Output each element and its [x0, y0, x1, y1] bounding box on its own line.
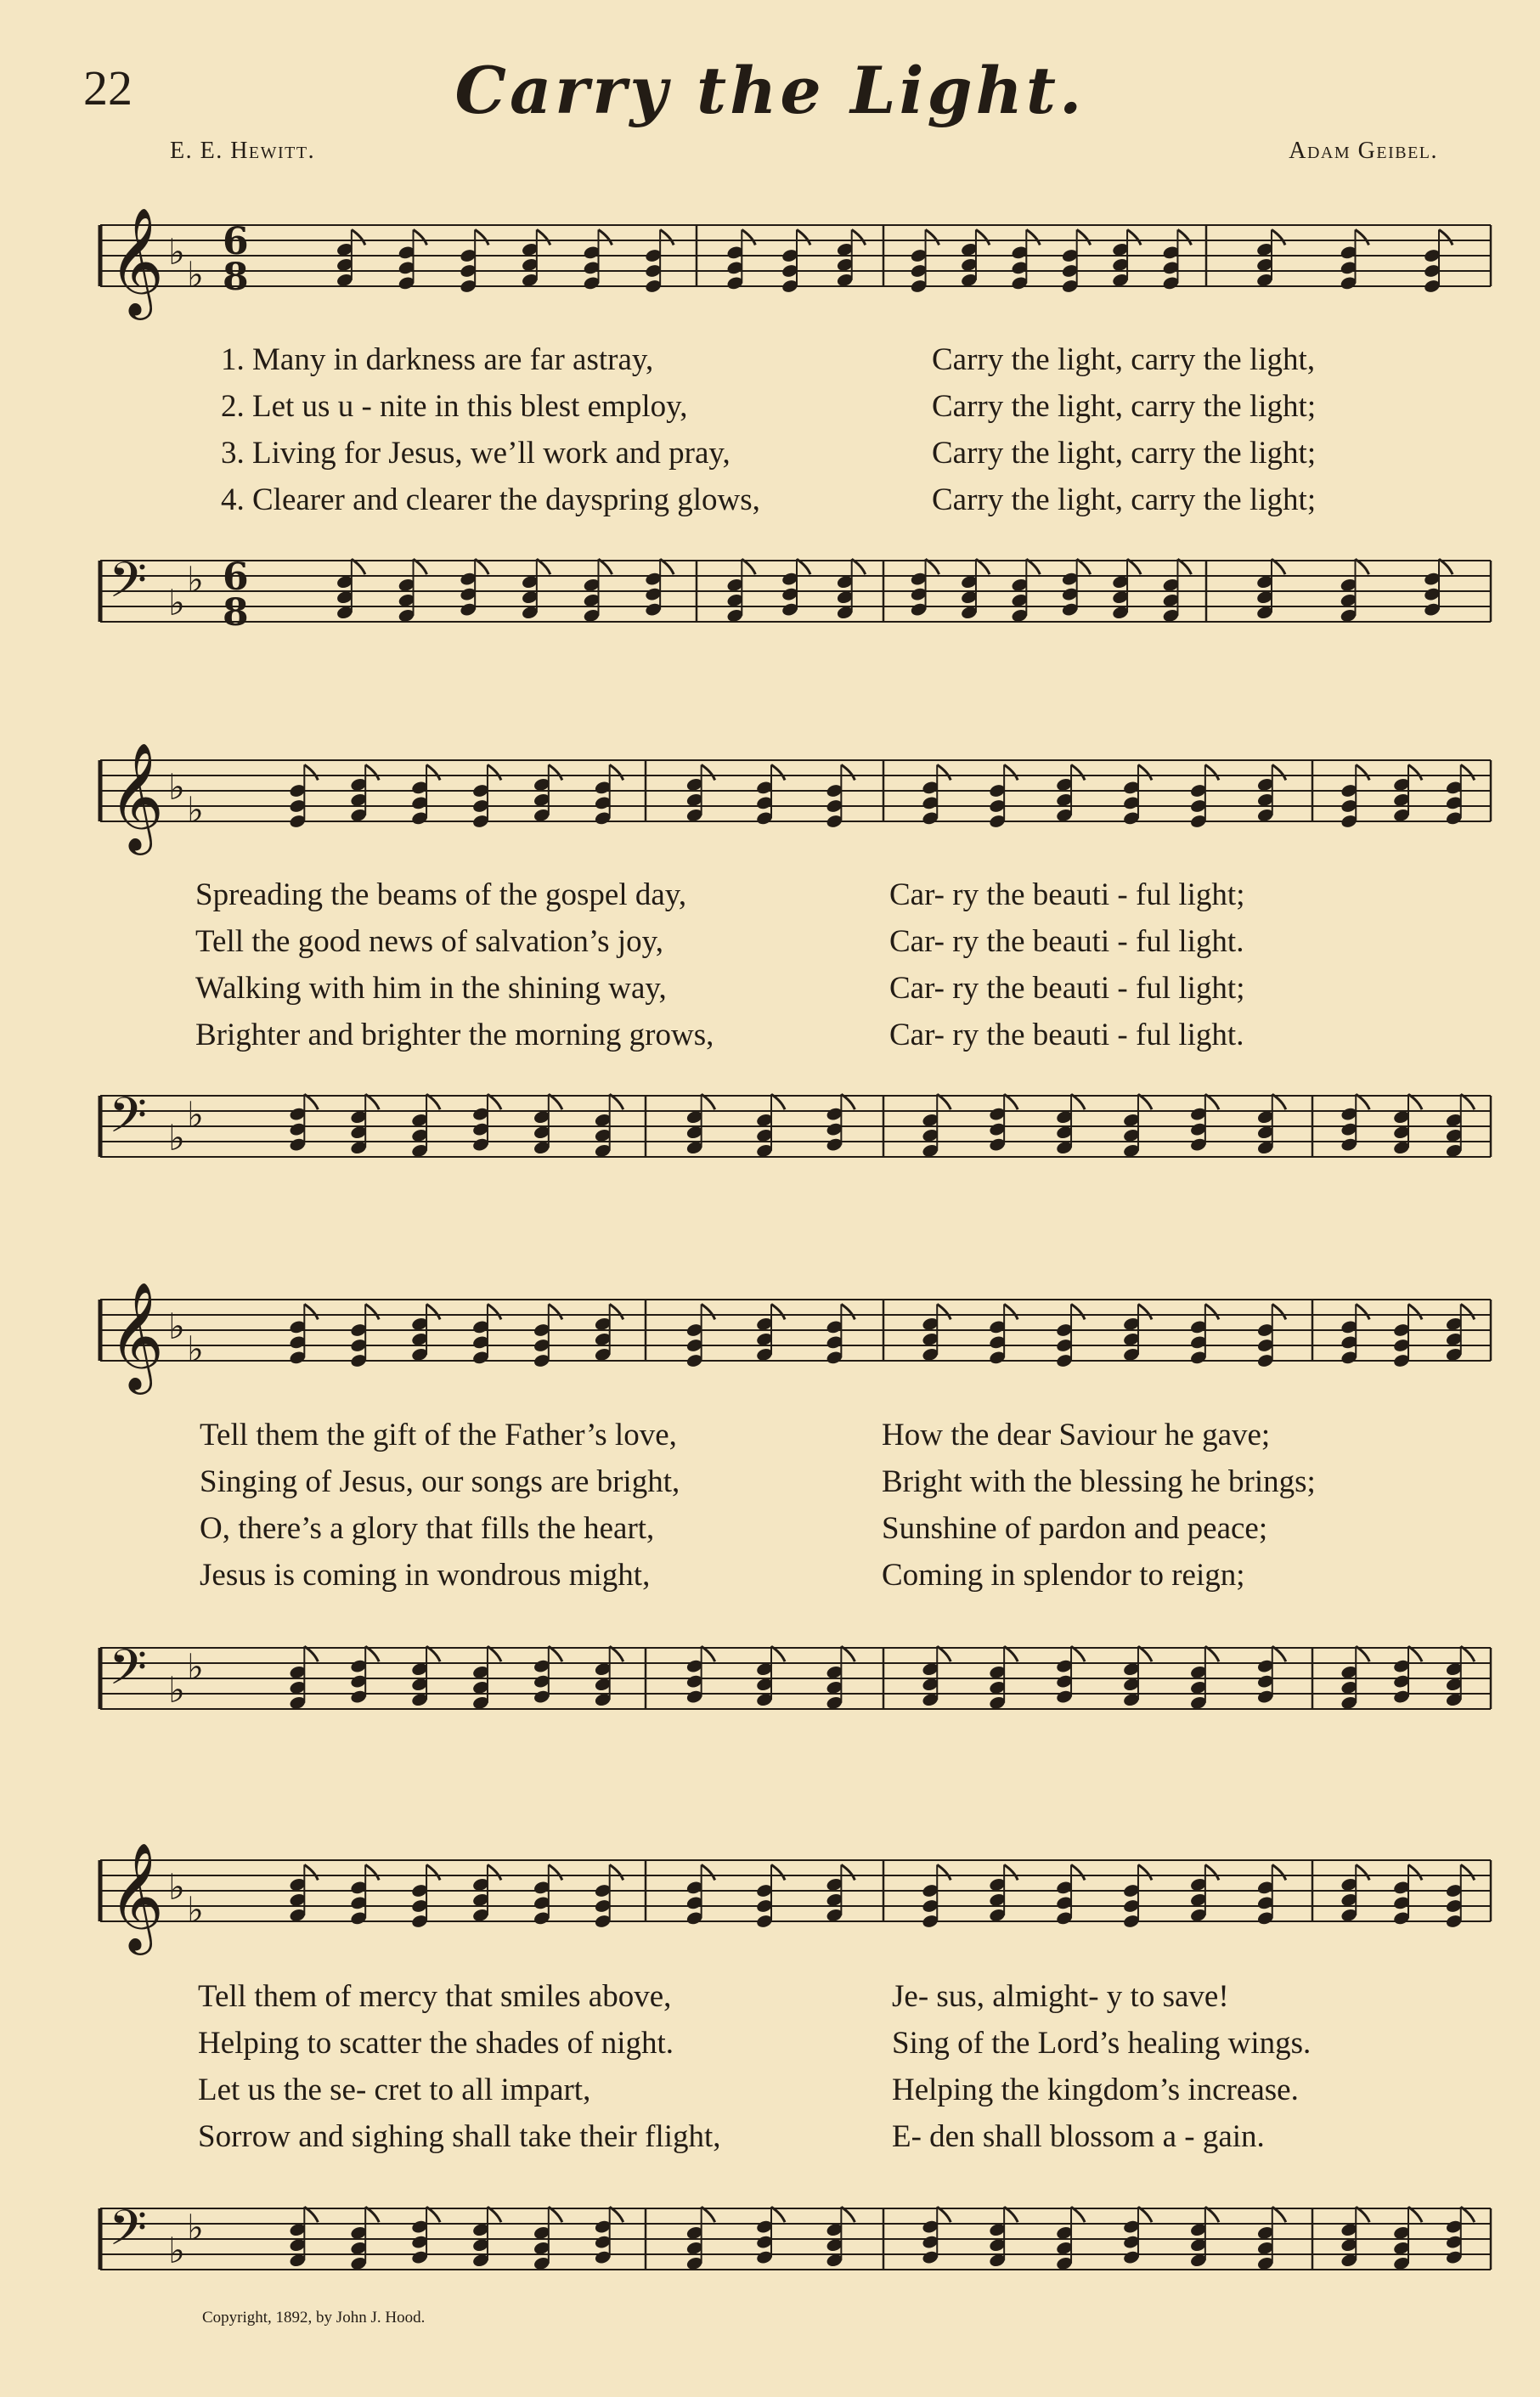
lyric-line: Walking with him in the shining way,: [195, 971, 667, 1006]
note-flag: [841, 1864, 855, 1880]
page-number: 22: [83, 60, 133, 116]
note-flag: [549, 1864, 562, 1880]
verse-lines-right-system-1: [932, 336, 1316, 523]
bass-staff-system-3: [0, 1631, 1540, 1750]
lyric-line: Jesus is coming in wondrous might,: [200, 1558, 651, 1593]
note-flag: [771, 1304, 785, 1319]
flat-icon: ♭: [187, 1328, 204, 1370]
flat-icon: ♭: [168, 1117, 185, 1159]
note-flag: [1272, 764, 1286, 780]
flat-icon: ♭: [168, 1669, 185, 1711]
verse-lines-left-system-4: [198, 1973, 721, 2160]
note-flag: [1071, 1864, 1085, 1880]
note-flag: [1356, 1304, 1369, 1319]
note-flag: [1408, 1864, 1422, 1880]
note-flag: [1205, 764, 1219, 780]
flat-icon: ♭: [168, 582, 185, 623]
note-flag: [426, 1304, 440, 1319]
lyric-line: Helping the kingdom’s increase.: [892, 2073, 1299, 2107]
note-flag: [1408, 1304, 1422, 1319]
treble-clef-icon: 𝄞: [109, 1281, 165, 1390]
note-flag: [1272, 1304, 1286, 1319]
bass-staff-system-4: [0, 2191, 1540, 2310]
flat-icon: ♭: [187, 2207, 204, 2248]
lyric-line: Singing of Jesus, our songs are bright,: [200, 1464, 680, 1499]
verse-lines-right-system-4: [892, 1973, 1311, 2160]
note-flag: [1138, 1304, 1152, 1319]
note-flag: [702, 764, 715, 780]
note-flag: [1356, 1864, 1369, 1880]
flat-icon: ♭: [187, 254, 204, 296]
note-flag: [1138, 764, 1152, 780]
hymn-title: Carry the Light.: [454, 53, 1086, 128]
note-flag: [660, 229, 674, 245]
note-flag: [1004, 764, 1018, 780]
flat-icon: ♭: [168, 766, 185, 808]
note-flag: [1004, 1864, 1018, 1880]
note-flag: [488, 1304, 501, 1319]
lyric-line: Tell them of mercy that smiles above,: [198, 1979, 672, 2014]
note-flag: [304, 1864, 318, 1880]
lyric-line: E- den shall blossom a - gain.: [892, 2119, 1265, 2154]
flat-icon: ♭: [168, 231, 185, 273]
note-flag: [304, 1304, 318, 1319]
bass-staff-system-1: [0, 544, 1540, 646]
note-flag: [937, 1864, 951, 1880]
lyric-line: O, there’s a glory that fills the heart,: [200, 1511, 655, 1546]
note-flag: [1461, 764, 1475, 780]
note-flag: [352, 229, 365, 245]
lyric-line: Tell the good news of salvation’s joy,: [195, 924, 663, 959]
lyric-line: Carry the light, carry the light;: [932, 482, 1317, 517]
note-flag: [475, 229, 488, 245]
time-signature-top: 6: [223, 220, 249, 263]
lyric-line: 4. Clearer and clearer the dayspring glows,: [221, 482, 760, 517]
bass-clef-icon: 𝄢: [109, 1638, 148, 1708]
time-signature-top: 6: [223, 556, 249, 599]
lyric-line: Je- sus, almight- y to save!: [892, 1979, 1229, 2014]
flat-icon: ♭: [168, 1306, 185, 1347]
lyric-line: 3. Living for Jesus, we’ll work and pray,: [221, 436, 731, 471]
lyric-line: Carry the light, carry the light;: [932, 436, 1317, 471]
time-signature-bottom: 8: [223, 256, 249, 299]
note-flag: [1177, 229, 1191, 245]
note-flag: [365, 1864, 379, 1880]
note-flag: [1356, 229, 1369, 245]
bass-staff-system-2: [0, 1079, 1540, 1181]
note-flag: [488, 764, 501, 780]
time-signature-bottom: 8: [223, 591, 249, 634]
lyric-line: Sunshine of pardon and peace;: [882, 1511, 1268, 1546]
treble-staff-system-3: [0, 1283, 1540, 1402]
note-flag: [926, 229, 939, 245]
note-flag: [426, 1864, 440, 1880]
note-flag: [841, 764, 855, 780]
note-flag: [365, 764, 379, 780]
flat-icon: ♭: [187, 559, 204, 601]
bass-clef-icon: 𝄢: [109, 2199, 148, 2269]
lyric-line: Brighter and brighter the morning grows,: [195, 1018, 714, 1052]
note-flag: [1077, 229, 1091, 245]
note-flag: [549, 764, 562, 780]
lyric-line: Car- ry the beauti - ful light.: [889, 1018, 1244, 1052]
note-flag: [1127, 229, 1141, 245]
note-flag: [976, 229, 990, 245]
lyric-line: Sing of the Lord’s healing wings.: [892, 2026, 1312, 2061]
verse-lines-left-system-1: [221, 336, 760, 523]
lyric-line: Helping to scatter the shades of night.: [198, 2026, 674, 2061]
treble-staff-system-1: [0, 206, 1540, 315]
lyric-line: Car- ry the beauti - ful light;: [889, 877, 1245, 912]
treble-clef-icon: 𝄞: [109, 1841, 165, 1950]
lyricist-credit: E. E. Hewitt.: [170, 138, 316, 164]
treble-clef-icon: 𝄞: [109, 206, 165, 315]
lyric-line: Bright with the blessing he brings;: [882, 1464, 1316, 1499]
note-flag: [1205, 1304, 1219, 1319]
note-flag: [1071, 1304, 1085, 1319]
lyric-line: Car- ry the beauti - ful light;: [889, 971, 1245, 1006]
note-flag: [1408, 764, 1422, 780]
verse-lines-left-system-3: [200, 1412, 680, 1599]
note-flag: [304, 764, 318, 780]
treble-staff-system-2: [0, 742, 1540, 850]
treble-clef-icon: 𝄞: [109, 742, 165, 850]
flat-icon: ♭: [187, 1094, 204, 1136]
treble-staff-system-4: [0, 1843, 1540, 1962]
note-flag: [1205, 1864, 1219, 1880]
flat-icon: ♭: [187, 1646, 204, 1688]
lyric-line: Tell them the gift of the Father’s love,: [200, 1418, 677, 1452]
copyright-notice: Copyright, 1892, by John J. Hood.: [202, 2309, 426, 2326]
note-flag: [937, 1304, 951, 1319]
note-flag: [1004, 1304, 1018, 1319]
lyric-line: Let us the se- cret to all impart,: [198, 2073, 591, 2107]
lyric-line: Sorrow and sighing shall take their flight,: [198, 2119, 721, 2154]
note-flag: [1071, 764, 1085, 780]
note-flag: [365, 1304, 379, 1319]
note-flag: [852, 229, 866, 245]
note-flag: [1439, 229, 1453, 245]
verse-lines-right-system-3: [882, 1412, 1316, 1599]
lyric-line: How the dear Saviour he gave;: [882, 1418, 1271, 1452]
note-flag: [841, 1304, 855, 1319]
lyric-line: Carry the light, carry the light;: [932, 389, 1317, 424]
note-flag: [549, 1304, 562, 1319]
note-flag: [610, 764, 623, 780]
lyric-line: Car- ry the beauti - ful light.: [889, 924, 1244, 959]
note-flag: [937, 764, 951, 780]
note-flag: [1272, 1864, 1286, 1880]
lyric-line: 2. Let us u - nite in this blest employ,: [221, 389, 688, 424]
note-flag: [702, 1304, 715, 1319]
note-flag: [1026, 229, 1040, 245]
note-flag: [1356, 764, 1369, 780]
note-flag: [702, 1864, 715, 1880]
bass-clef-icon: 𝄢: [109, 551, 148, 621]
composer-credit: Adam Geibel.: [1289, 138, 1438, 164]
note-flag: [488, 1864, 501, 1880]
note-flag: [426, 764, 440, 780]
lyric-line: Spreading the beams of the gospel day,: [195, 877, 687, 912]
lyric-line: 1. Many in darkness are far astray,: [221, 342, 654, 377]
lyric-line: Coming in splendor to reign;: [882, 1558, 1245, 1593]
bass-clef-icon: 𝄢: [109, 1086, 148, 1156]
note-flag: [771, 1864, 785, 1880]
note-flag: [1461, 1304, 1475, 1319]
verse-lines-left-system-2: [195, 871, 714, 1058]
note-flag: [610, 1864, 623, 1880]
note-flag: [537, 229, 550, 245]
flat-icon: ♭: [168, 1866, 185, 1908]
note-flag: [797, 229, 810, 245]
flat-icon: ♭: [168, 2230, 185, 2271]
note-flag: [771, 764, 785, 780]
note-flag: [1272, 229, 1285, 245]
note-flag: [598, 229, 612, 245]
verse-lines-right-system-2: [889, 871, 1244, 1058]
note-flag: [610, 1304, 623, 1319]
flat-icon: ♭: [187, 1889, 204, 1931]
note-flag: [742, 229, 755, 245]
note-flag: [414, 229, 427, 245]
note-flag: [1461, 1864, 1475, 1880]
flat-icon: ♭: [187, 789, 204, 831]
lyric-line: Carry the light, carry the light,: [932, 342, 1316, 377]
note-flag: [1138, 1864, 1152, 1880]
